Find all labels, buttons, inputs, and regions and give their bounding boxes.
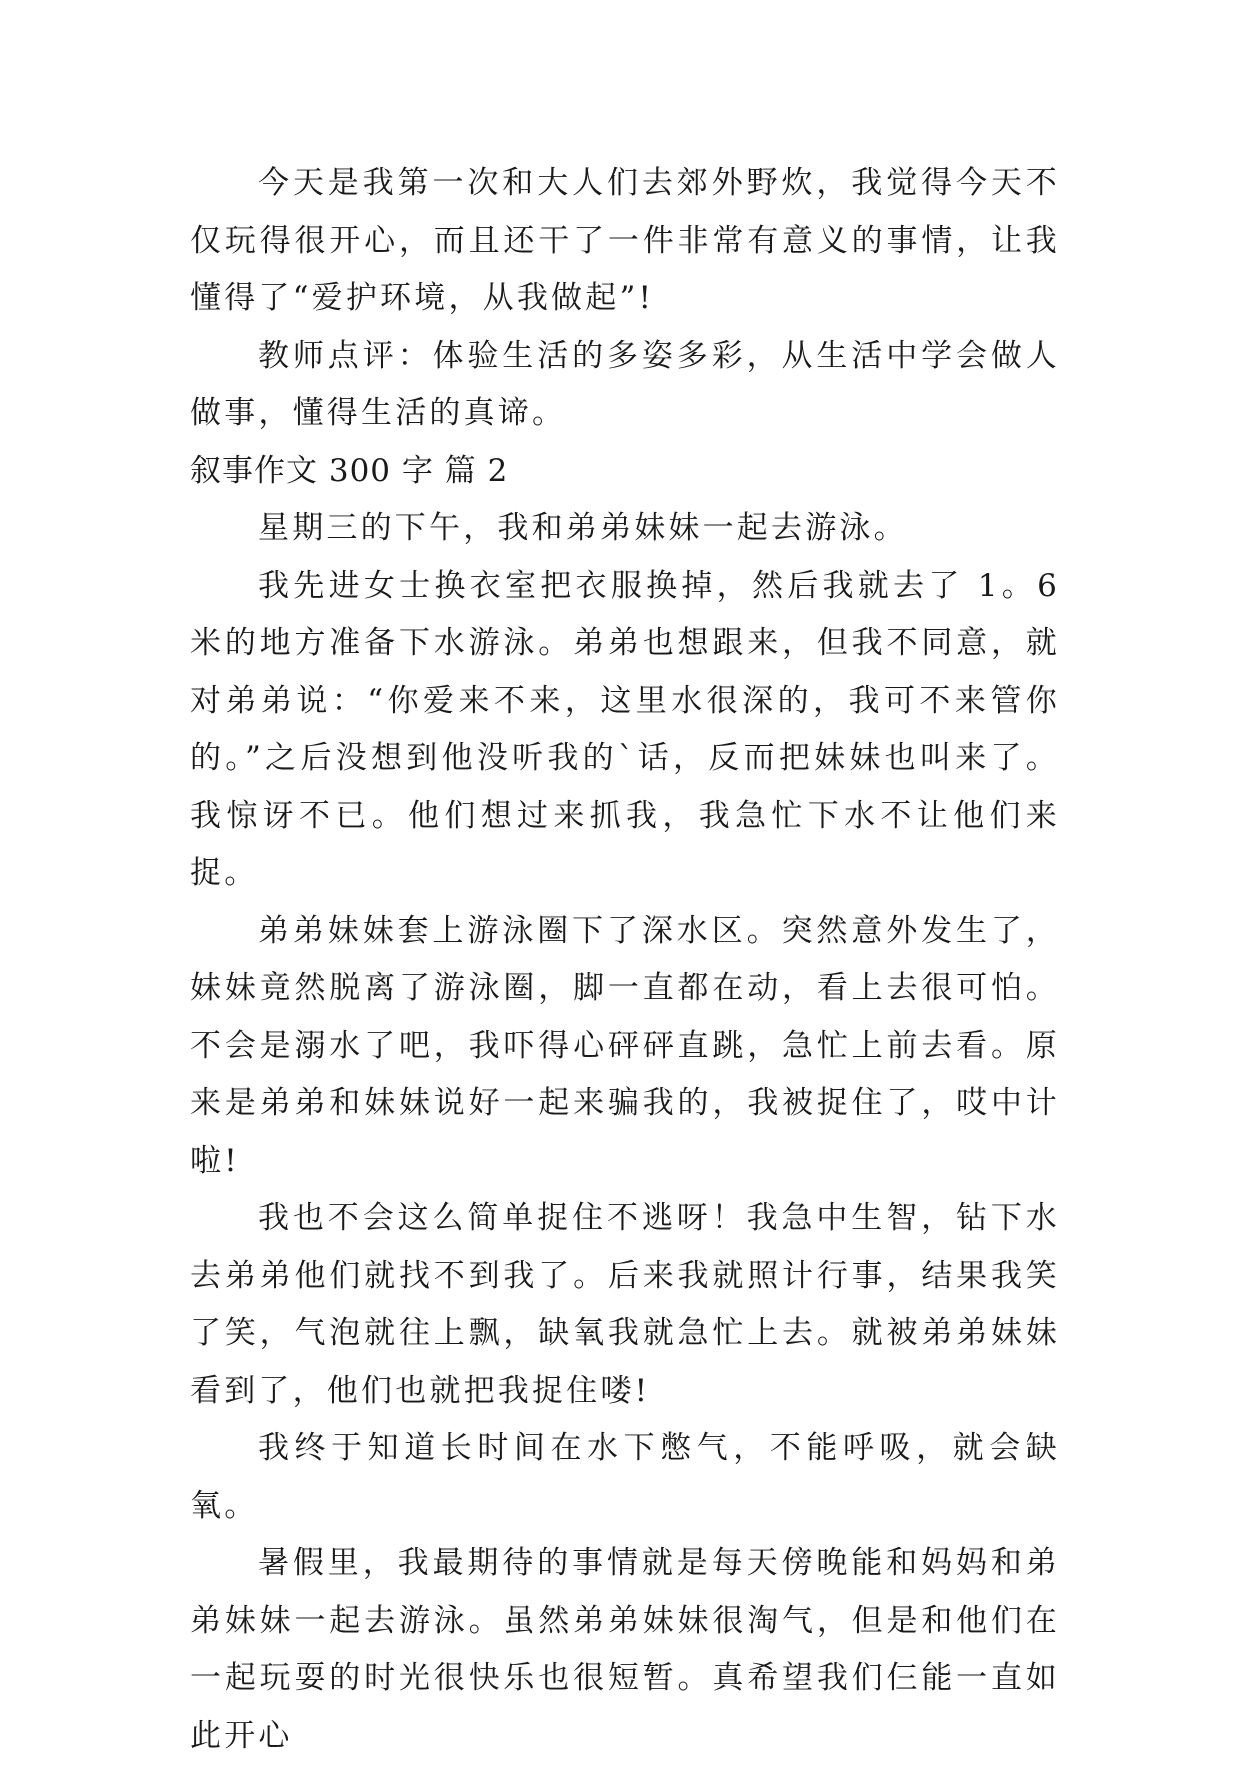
- paragraph-deep-water: 弟弟妹妹套上游泳圈下了深水区。突然意外发生了，妹妹竟然脱离了游泳圈，脚一直都在动，看上去很可怕。不会是溺水了吧，我吓得心砰砰直跳，急忙上前去看。原来是弟弟和妹妹说好一起来骗我的，我被捉住了，哎中计啦!: [190, 912, 1060, 1179]
- paragraph-lesson: 我终于知道长时间在水下憋气，不能呼吸，就会缺氧。: [190, 1430, 1060, 1524]
- section-heading: 叙事作文 300 字 篇 2: [190, 452, 509, 489]
- paragraph-swim-intro: 星期三的下午，我和弟弟妹妹一起去游泳。: [258, 510, 908, 546]
- paragraph-teacher-comment: 教师点评：体验生活的多姿多彩，从生活中学会做人做事，懂得生活的真谛。: [190, 337, 1060, 431]
- paragraph-summer: 暑假里，我最期待的事情就是每天傍晚能和妈妈和弟弟妹妹一起去游泳。虽然弟弟妹妹很淘气，但是和他们在一起玩耍的时光很快乐也很短暂。真希望我们仨能一直如此开心: [190, 1545, 1060, 1754]
- paragraph-changing-room: 我先进女士换衣室把衣服换掉，然后我就去了 1。6 米的地方准备下水游泳。弟弟也想跟来，但我不同意，就对弟弟说：“你爱来不来，这里水很深的，我可不来管你的。”之后没想到他没听我的`话，反而把妹妹也叫来了。我惊讶不已。他们想过来抓我，我急忙下水不让他们来捉。: [190, 567, 1060, 891]
- paragraph-picnic-ending: 今天是我第一次和大人们去郊外野炊，我觉得今天不仅玩得很开心，而且还干了一件非常有意义的事情，让我懂得了“爱护环境，从我做起”!: [190, 165, 1060, 316]
- paragraph-escape: 我也不会这么简单捉住不逃呀！我急中生智，钻下水去弟弟他们就找不到我了。后来我就照计行事，结果我笑了笑，气泡就往上飘，缺氧我就急忙上去。就被弟弟妹妹看到了，他们也就把我捉住喽!: [190, 1200, 1060, 1409]
- document-body: [190, 155, 1060, 1765]
